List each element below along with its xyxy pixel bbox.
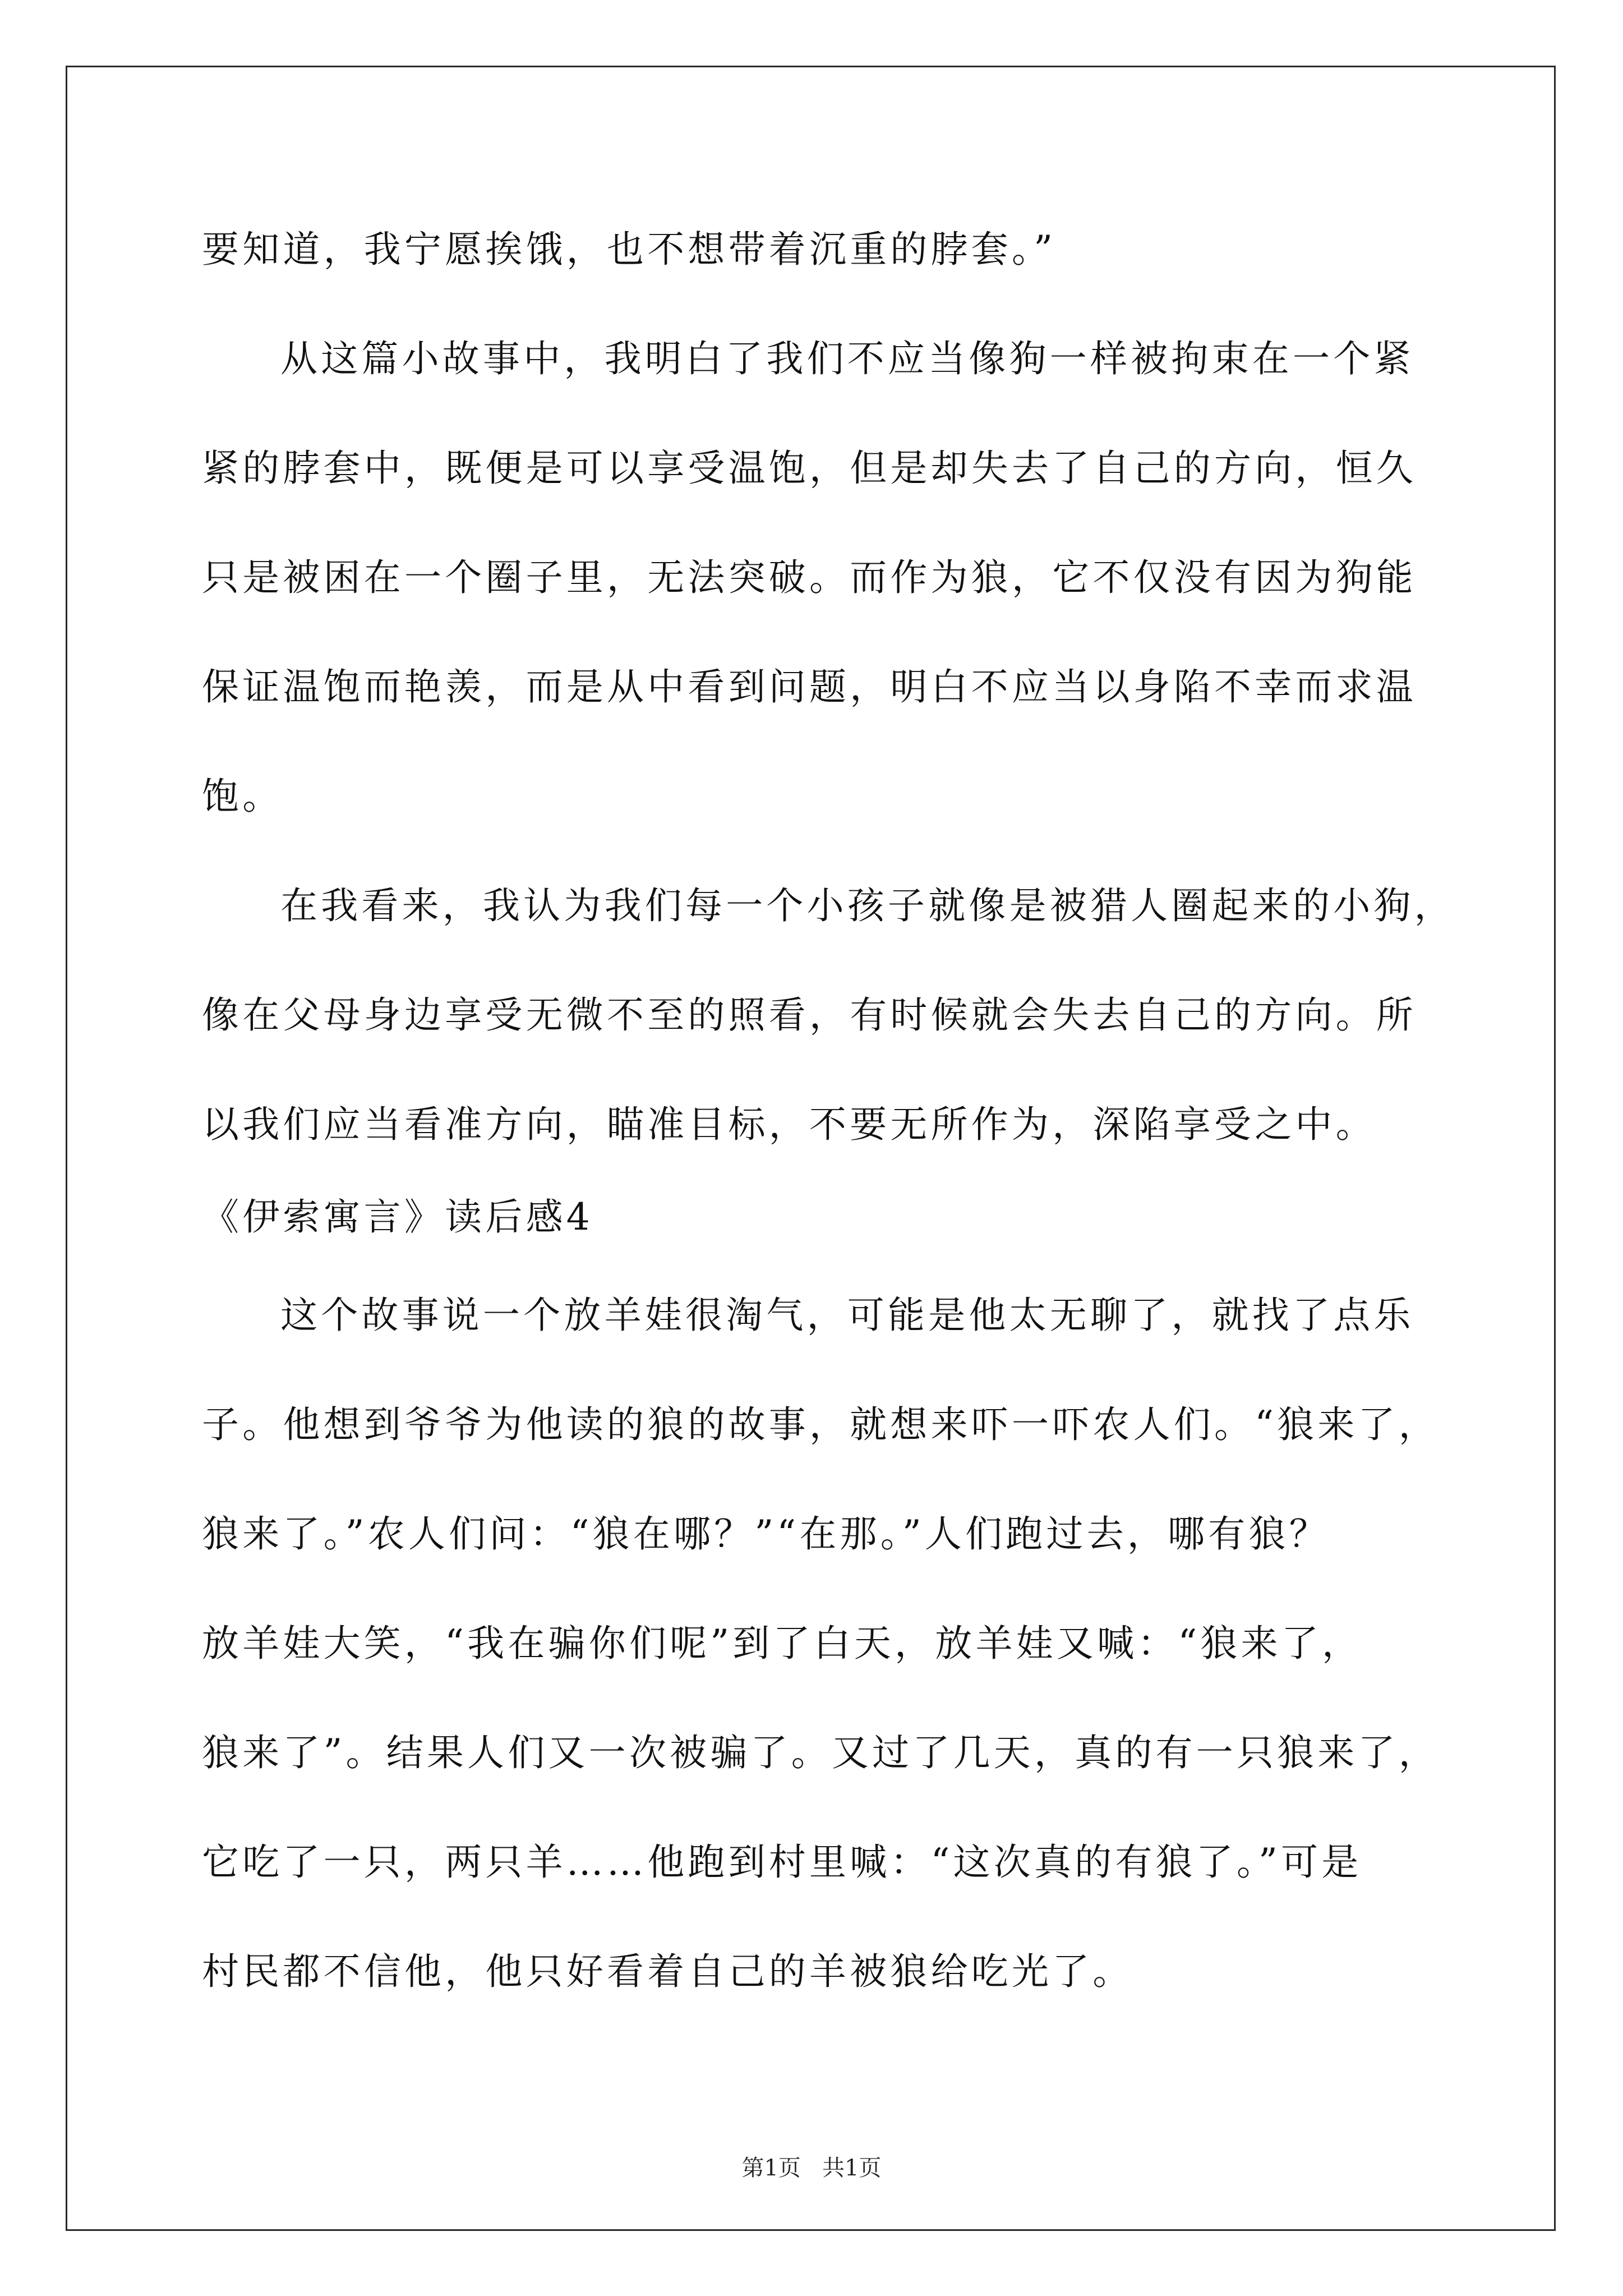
text-line: 放羊娃大笑，“我在骗你们呢”到了白天，放羊娃又喊：“狼来了，	[202, 1622, 1363, 1665]
text-line: 狼来了”。结果人们又一次被骗了。又过了几天，真的有一只狼来了，	[202, 1731, 1439, 1774]
text-line: 子。他想到爷爷为他读的狼的故事，就想来吓一吓农人们。“狼来了，	[202, 1403, 1439, 1446]
text-line: 饱。	[202, 775, 283, 818]
page-border	[66, 66, 1556, 2231]
page-footer: 第1页 共1页	[741, 2155, 882, 2181]
section-heading: 《伊索寓言》读后感4	[202, 1195, 593, 1239]
text-line: 像在父母身边享受无微不至的照看，有时候就会失去自己的方向。所	[202, 993, 1417, 1037]
text-line: 紧的脖套中，既便是可以享受温饱，但是却失去了自己的方向，恒久	[202, 447, 1417, 490]
text-line: 它吃了一只，两只羊……他跑到村里喊：“这次真的有狼了。”可是	[202, 1841, 1362, 1884]
text-line: 村民都不信他，他只好看着自己的羊被狼给吃光了。	[202, 1950, 1133, 1993]
text-line: 只是被困在一个圈子里，无法突破。而作为狼，它不仅没有因为狗能	[202, 556, 1417, 599]
paragraph-start: 这个故事说一个放羊娃很淘气，可能是他太无聊了，就找了点乐	[280, 1294, 1414, 1337]
paragraph-start: 从这篇小故事中，我明白了我们不应当像狗一样被拘束在一个紧	[280, 337, 1414, 380]
text-line: 以我们应当看准方向，瞄准目标，不要无所作为，深陷享受之中。	[202, 1103, 1376, 1146]
text-line: 要知道，我宁愿挨饿，也不想带着沉重的脖套。”	[202, 228, 1057, 271]
paragraph-start: 在我看来，我认为我们每一个小孩子就像是被猎人圈起来的小狗，	[280, 884, 1455, 927]
text-line: 狼来了。”农人们问：“狼在哪？”“在那。”人们跑过去，哪有狼？	[202, 1512, 1330, 1556]
text-line: 保证温饱而艳羡，而是从中看到问题，明白不应当以身陷不幸而求温	[202, 665, 1417, 708]
